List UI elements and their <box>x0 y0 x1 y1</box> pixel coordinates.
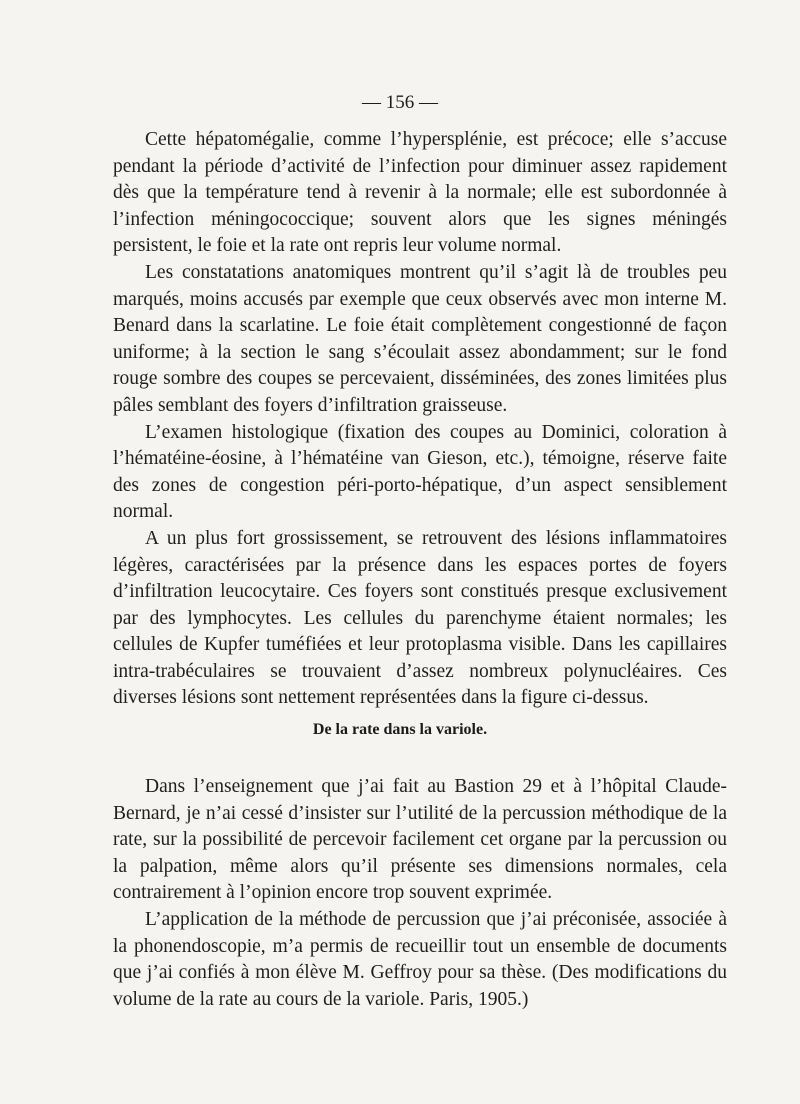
paragraph: Cette hépatomégalie, comme l’hypersplénie, est précoce; elle s’accuse pendant la période d’activité de l’infection pour diminuer assez rapidement dès que la température tend à revenir à la normale; elle est subordonnée à l’infection méningococcique; souvent alors que les signes méningés persistent, le foie et la rate ont repris leur volume normal. <box>113 129 727 257</box>
paragraph: A un plus fort grossissement, se retrouvent des lésions inflammatoires légères, caractérisées par la présence dans les espaces portes de foyers d’infiltration leucocytaire. Ces foyers sont constitués presque exclusivement par des lymphocytes. Les cellules du parenchyme étaient normales; les cellules de Kupfer tuméfiées et leur protoplasma visible. Dans les capillaires intra-trabéculaires se trouvaient d’assez nombreux polynucléaires. Ces diverses lésions sont nettement représentées dans la figure ci-dessus. <box>113 527 727 709</box>
section-heading: De la rate dans la variole. <box>312 721 488 738</box>
body-text-top <box>113 127 727 712</box>
paragraph: L’examen histologique (fixation des coupes au Dominici, coloration à l’hématéine-éosine, à l’hématéine van Gieson, etc.), témoigne, réserve faite des zones de congestion péri-porto-hépatique, d’un aspect sensiblement normal. <box>113 421 727 523</box>
body-text-bottom <box>113 774 727 1013</box>
page-number: — 156 — <box>362 92 438 113</box>
paragraph: L’application de la méthode de percussion que j’ai préconisée, associée à la phonendoscopie, m’a permis de recueillir tout un ensemble de documents que j’ai confiés à mon élève M. Geffroy pour sa thèse. (Des modifications du volume de la rate au cours de la variole. Paris, 1905.) <box>113 908 727 1010</box>
paragraph: Dans l’enseignement que j’ai fait au Bastion 29 et à l’hôpital Claude-Bernard, je n’ai cessé d’insister sur l’utilité de la percussion méthodique de la rate, sur la possibilité de percevoir facilement cet organe par la percussion ou la palpation, même alors qu’il présente ses dimensions normales, cela contrairement à l’opinion encore trop souvent exprimée. <box>113 776 727 904</box>
paragraph: Les constatations anatomiques montrent qu’il s’agit là de troubles peu marqués, moins accusés par exemple que ceux observés avec mon interne M. Benard dans la scarlatine. Le foie était complètement congestionné de façon uniforme; à la section le sang s’écoulait assez abondamment; sur le fond rouge sombre des coupes se percevaient, disséminées, des zones limitées plus pâles semblant des foyers d’infiltration graisseuse. <box>113 261 727 416</box>
